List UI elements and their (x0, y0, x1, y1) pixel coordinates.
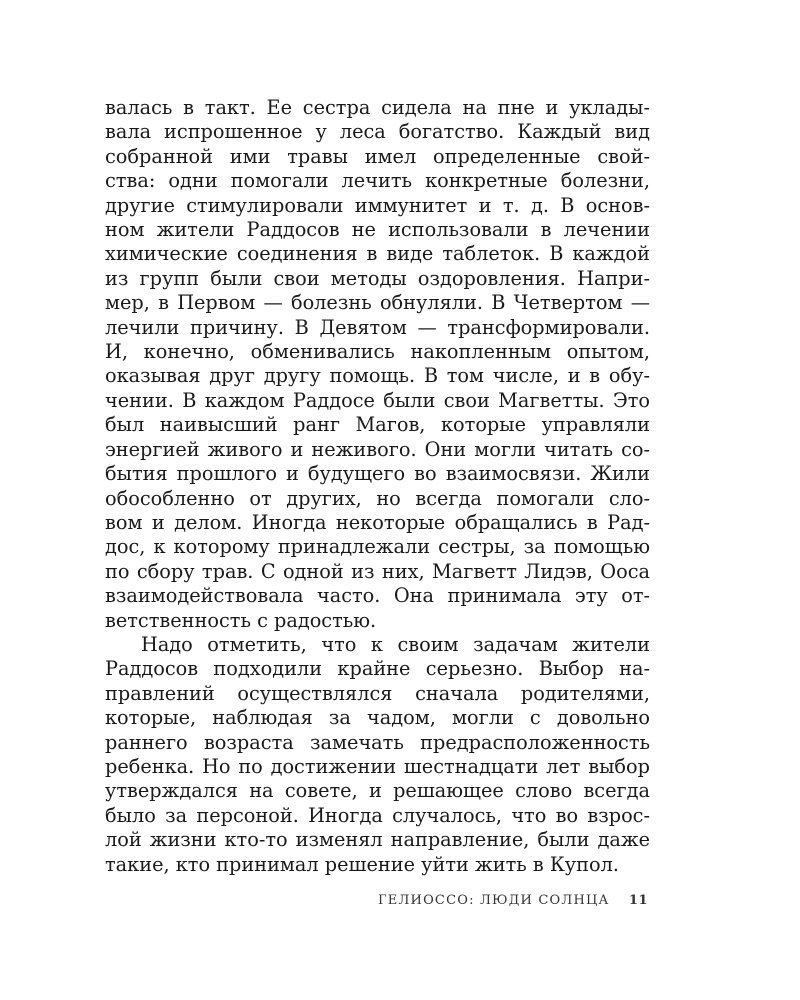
text-line: вала испрошенное у леса богатство. Каждый вид (105, 120, 650, 144)
paragraph (105, 633, 650, 877)
text-line: И, конечно, обменивались накопленным опытом, (105, 340, 650, 364)
text-line: был наивысший ранг Магов, которые управляли (105, 413, 650, 437)
text-line: оказывая друг другу помощь. В том числе, и в обу- (105, 364, 650, 388)
text-line: ства: одни помогали лечить конкретные болезни, (105, 169, 650, 193)
text-line: другие стимулировали иммунитет и т. д. В основ- (105, 193, 650, 217)
text-line: валась в такт. Ее сестра сидела на пне и уклады- (105, 96, 650, 119)
text-line: лой жизни кто-то изменял направление, были даже (105, 828, 650, 852)
text-line: ном жители Раддосов не использовали в лечении (105, 218, 650, 242)
text-line: Надо отметить, что к своим задачам жители (141, 632, 650, 656)
page-footer (378, 893, 648, 908)
text-line: вом и делом. Иногда некоторые обращались в Рад- (105, 510, 650, 534)
text-line: лечили причину. В Девятом — трансформировали. (105, 315, 650, 339)
text-line: обособленно от других, но всегда помогали сло- (105, 486, 650, 510)
text-line: чении. В каждом Раддосе были свои Магветты. Это (105, 388, 650, 412)
paragraph (105, 96, 650, 633)
text-line: ветственность с радостью. (105, 608, 377, 632)
text-line: утверждался на совете, и решающее слово всегда (105, 779, 650, 803)
text-line: бытия прошлого и будущего во взаимосвязи. Жили (105, 462, 650, 486)
text-line: правлений осуществлялся сначала родителями, (105, 681, 650, 705)
text-line: энергией живого и неживого. Они могли читать со- (105, 437, 650, 461)
text-line: было за персоной. Иногда случалось, что во взрос- (105, 803, 650, 827)
text-line: взаимодействовала часто. Она принимала эту от- (105, 584, 650, 608)
text-line: дос, к которому принадлежали сестры, за помощью (105, 535, 650, 559)
text-line: мер, в Первом — болезнь обнуляли. В Четвертом — (105, 291, 650, 315)
text-line: по сбору трав. С одной из них, Магветт Лидэв, Ооса (105, 559, 650, 583)
text-line: такие, кто принимал решение уйти жить в Купол. (105, 852, 619, 876)
text-line: химические соединения в виде таблеток. В каждой (105, 242, 650, 266)
text-line: ребенка. Но по достижении шестнадцати лет выбор (105, 754, 650, 778)
page-number: 11 (628, 893, 648, 908)
running-title: ГЕЛИОССО: ЛЮДИ СОЛНЦА (377, 893, 610, 908)
text-line: которые, наблюдая за чадом, могли с довольно (105, 706, 650, 730)
text-line: собранной ими травы имел определенные свой- (105, 144, 650, 168)
text-line: раннего возраста замечать предрасположенность (105, 730, 650, 754)
body-text (105, 96, 650, 877)
text-line: из групп были свои методы оздоровления. Напри- (105, 266, 650, 290)
text-line: Раддосов подходили крайне серьезно. Выбор на- (105, 657, 650, 681)
